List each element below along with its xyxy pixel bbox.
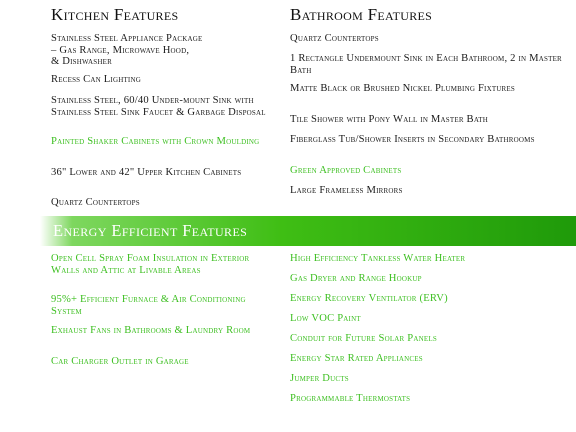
energy-item-erv: Energy Recovery Ventilator (ERV) bbox=[290, 293, 448, 304]
bathroom-item-tile-shower: Tile Shower with Pony Wall in Master Bath bbox=[290, 114, 489, 125]
kitchen-item-sink: Stainless Steel, 60/40 Under-mount Sink with Stainless Steel Sink Faucet & Garbage Disposal bbox=[51, 95, 266, 118]
energy-item-solar-conduit: Conduit for Future Solar Panels bbox=[290, 333, 437, 344]
energy-item-low-voc: Low VOC Paint bbox=[290, 313, 361, 324]
kitchen-item-cabinet-sizes: 36" Lower and 42" Upper Kitchen Cabinets bbox=[51, 167, 242, 178]
bathroom-features-heading: Bathroom Features bbox=[290, 5, 433, 24]
bathroom-item-mirrors: Large Frameless Mirrors bbox=[290, 185, 403, 196]
energy-item-energy-star: Energy Star Rated Appliances bbox=[290, 353, 423, 364]
bathroom-item-sinks: 1 Rectangle Undermount Sink in Each Bathroom, 2 in Master Bath bbox=[290, 53, 562, 76]
energy-item-gas-dryer: Gas Dryer and Range Hookup bbox=[290, 273, 422, 284]
energy-features-banner bbox=[40, 216, 576, 246]
energy-item-spray-foam: Open Cell Spray Foam Insulation in Exterior Walls and Attic at Livable Areas bbox=[51, 253, 250, 276]
energy-item-jumper-ducts: Jumper Ducts bbox=[290, 373, 349, 384]
kitchen-features-heading: Kitchen Features bbox=[51, 5, 179, 24]
bathroom-item-countertops: Quartz Countertops bbox=[290, 33, 379, 44]
energy-item-water-heater: High Efficiency Tankless Water Heater bbox=[290, 253, 466, 264]
energy-item-exhaust-fans: Exhaust Fans in Bathrooms & Laundry Room bbox=[51, 325, 251, 336]
energy-item-car-charger: Car Charger Outlet in Garage bbox=[51, 356, 189, 367]
bathroom-item-green-cabinets: Green Approved Cabinets bbox=[290, 165, 402, 176]
bathroom-item-tub-inserts: Fiberglass Tub/Shower Inserts in Secondary Bathrooms bbox=[290, 134, 535, 145]
energy-features-heading: Energy Efficient Features bbox=[53, 221, 248, 240]
kitchen-item-countertops: Quartz Countertops bbox=[51, 197, 140, 208]
bathroom-item-fixtures: Matte Black or Brushed Nickel Plumbing Fixtures bbox=[290, 83, 515, 94]
kitchen-item-recess-lighting: Recess Can Lighting bbox=[51, 74, 141, 85]
energy-item-furnace: 95%+ Efficient Furnace & Air Conditioning System bbox=[51, 294, 246, 317]
energy-item-thermostats: Programmable Thermostats bbox=[290, 393, 411, 404]
kitchen-item-cabinets: Painted Shaker Cabinets with Crown Moulding bbox=[51, 136, 260, 147]
kitchen-item-appliance-package: Stainless Steel Appliance Package – Gas Range, Microwave Hood, & Dishwasher bbox=[51, 33, 203, 67]
